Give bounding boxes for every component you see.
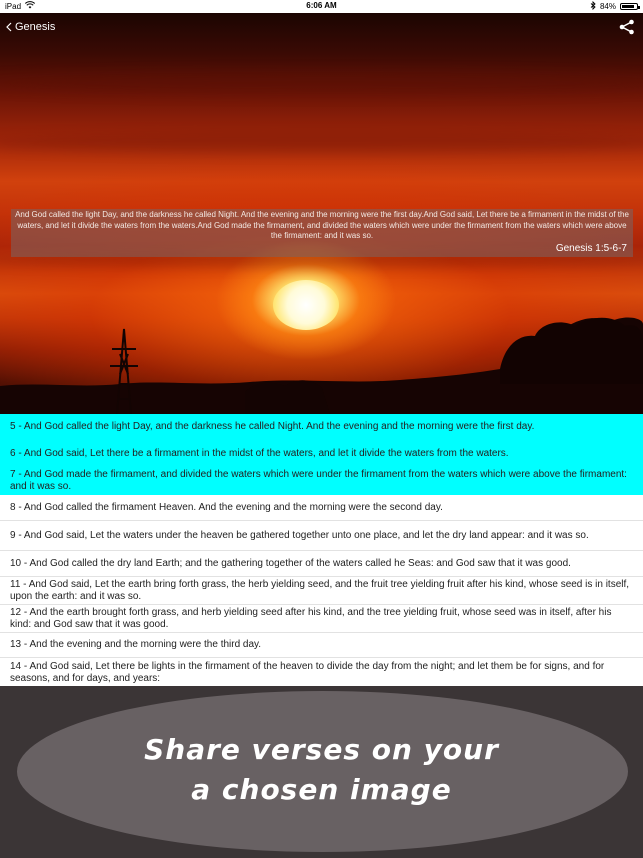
share-icon bbox=[619, 19, 635, 35]
device-label: iPad bbox=[5, 1, 22, 11]
bluetooth-icon bbox=[590, 1, 596, 12]
promo-banner bbox=[0, 686, 643, 858]
verse-row[interactable] bbox=[0, 605, 643, 633]
verse-row[interactable] bbox=[0, 495, 643, 521]
battery-percent: 84% bbox=[599, 2, 616, 11]
overlay-verse-reference: Genesis 1:5-6-7 bbox=[555, 242, 627, 254]
cloud-band bbox=[0, 73, 643, 93]
verse-text: 10 - And God called the dry land Earth; and the gathering together of the waters called he Seas: and God saw that it was good. bbox=[10, 557, 571, 569]
status-time: 6:06 AM bbox=[306, 1, 337, 10]
verse-row[interactable] bbox=[0, 440, 643, 467]
verse-text: 5 - And God called the light Day, and the darkness he called Night. And the evening and the morning were the first day. bbox=[10, 421, 535, 432]
promo-text bbox=[0, 730, 643, 810]
verse-row[interactable] bbox=[0, 521, 643, 551]
share-button[interactable] bbox=[619, 19, 635, 35]
battery-icon bbox=[620, 3, 638, 10]
back-label: Genesis bbox=[15, 21, 56, 33]
back-button[interactable] bbox=[6, 21, 55, 33]
cloud-band bbox=[0, 133, 643, 153]
verse-row[interactable] bbox=[0, 633, 643, 658]
landscape-silhouette bbox=[0, 274, 643, 414]
chevron-left-icon bbox=[6, 22, 12, 32]
status-bar bbox=[0, 0, 643, 13]
verse-text: 11 - And God said, Let the earth bring forth grass, the herb yielding seed, and the fruit tree yielding fruit after his kind, whose seed is in itself, upon the earth: and it was so. bbox=[10, 578, 630, 602]
verse-image bbox=[0, 13, 643, 414]
verse-row[interactable] bbox=[0, 658, 643, 686]
verse-row[interactable] bbox=[0, 467, 643, 495]
verse-row[interactable] bbox=[0, 551, 643, 577]
verse-overlay bbox=[11, 209, 633, 257]
verse-text: 14 - And God said, Let there be lights in the firmament of the heaven to divide the day from the night; and let them be for signs, and for seasons, and for days, and years: bbox=[10, 660, 605, 684]
promo-line-1: Share verses on your bbox=[144, 733, 499, 766]
verse-row[interactable] bbox=[0, 577, 643, 605]
verse-text: 6 - And God said, Let there be a firmament in the midst of the waters, and let it divide the waters from the waters. bbox=[10, 447, 509, 459]
verse-text: 9 - And God said, Let the waters under the heaven be gathered together unto one place, and let the dry land appear: and it was so. bbox=[10, 529, 589, 541]
promo-line-2: a chosen image bbox=[191, 773, 452, 806]
verse-text: 8 - And God called the firmament Heaven. And the evening and the morning were the second day. bbox=[10, 501, 443, 513]
verse-text: 12 - And the earth brought forth grass, and herb yielding seed after his kind, and the tree yielding fruit, whose seed was in itself, after his kind: and God saw that it was good. bbox=[10, 606, 612, 630]
overlay-verse-text: And God called the light Day, and the darkness he called Night. And the evening and the morning were the first day.And God said, Let there be a firmament in the midst of the waters, and let it divide the waters from the waters.And God made the firmament, and divided the waters which were under the firmament from the waters which were above the firmament: and it was so. bbox=[15, 210, 629, 240]
verse-row[interactable] bbox=[0, 414, 643, 440]
verse-text: 7 - And God made the firmament, and divided the waters which were under the firmament from the waters which were above the firmament: and it was so. bbox=[10, 469, 627, 492]
status-right bbox=[590, 1, 638, 12]
verse-list bbox=[0, 414, 643, 686]
battery-level bbox=[622, 5, 634, 8]
verse-text: 13 - And the evening and the morning were the third day. bbox=[10, 639, 262, 650]
